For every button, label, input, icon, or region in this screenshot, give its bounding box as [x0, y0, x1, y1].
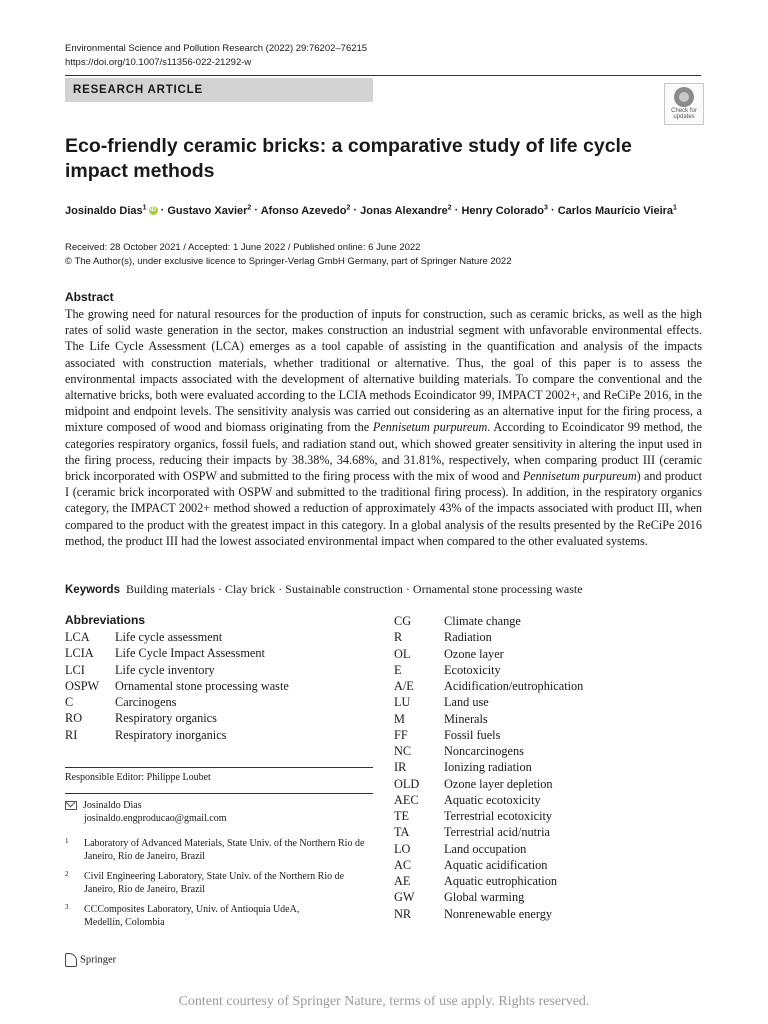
author-name[interactable]: Henry Colorado$^3$ [461, 204, 548, 217]
publication-dates: Received: 28 October 2021 / Accepted: 1 June 2022 / Published online: 6 June 2022 [65, 242, 421, 253]
abbreviation-definition: Ecotoxicity [444, 662, 501, 677]
abbreviation-row [394, 662, 583, 678]
abbreviation-definition: Fossil fuels [444, 727, 501, 742]
affiliation-text: Laboratory of Advanced Materials, State Univ. of the Northern Rio de Janeiro, Rio de Janeiro, Brazil [84, 838, 365, 862]
abbreviation-definition: Respiratory inorganics [115, 727, 227, 742]
affiliation-text: Civil Engineering Laboratory, State Univ. of the Northern Rio de Janeiro, Rio de Janeiro, Brazil [84, 871, 345, 895]
author-name[interactable]: Gustavo Xavier$^2$ [167, 204, 252, 217]
abbreviation-code: RI [65, 727, 78, 742]
keywords-text: Building materials · Clay brick · Sustainable construction · Ornamental stone processing waste [125, 582, 583, 596]
abbreviation-definition: Respiratory organics [115, 711, 217, 726]
abbreviation-code: OSPW [65, 678, 100, 693]
abbreviation-definition: Land occupation [444, 841, 527, 856]
header-rule [65, 75, 701, 76]
keywords [65, 581, 705, 598]
author-affiliation-mark: 2 [346, 204, 351, 211]
abbreviation-row [394, 743, 583, 759]
abbreviation-row [65, 645, 289, 661]
affiliation-number: 2 [65, 870, 69, 878]
abbreviation-row [394, 727, 583, 743]
abbreviation-row [394, 629, 583, 645]
abbreviation-row [394, 678, 583, 694]
footnote-rule-bottom [65, 793, 373, 794]
abbreviation-row [394, 857, 583, 873]
abbreviation-definition: Ionizing radiation [444, 760, 532, 775]
affiliation-text: CCComposites Laboratory, Univ. of Antioquia UdeA, Medellín, Colombia [84, 904, 300, 928]
abbreviation-code: NC [394, 744, 412, 758]
abbreviation-row [65, 662, 289, 678]
abbreviation-code: E [394, 662, 402, 677]
abbreviation-definition: Climate change [444, 614, 521, 628]
abbreviation-definition: Ornamental stone processing waste [115, 678, 289, 693]
abbreviation-row [394, 646, 583, 662]
publication-info [65, 241, 512, 269]
abbreviation-code: LU [394, 695, 411, 710]
copyright-line: © The Author(s), under exclusive licence to Springer-Verlag GmbH Germany, part of Springer Nature 2022 [65, 256, 512, 267]
publisher-name: Springer [80, 954, 117, 966]
abbreviation-definition: Aquatic acidification [444, 857, 548, 872]
abbreviation-code: LO [394, 841, 411, 856]
abbreviation-definition: Life cycle inventory [115, 662, 215, 677]
article-title: Eco-friendly ceramic bricks: a comparative study of life cycle impact methods [65, 135, 632, 182]
abbreviation-code: AE [394, 874, 411, 888]
abstract-segment: ) and product I (ceramic brick incorporated with OSPW and submitted to the traditional firing process). In addition, in the respiratory organics category, the IMPACT 2002+ method showed a reduction of approximately 43% of the impacts associated with product III, when compared to the product with the greatest impact in this category. In a global analysis of the results presented by the ReCiPe 2016 method, the product III had the lowest associated environmental impact when compared to the other evaluated systems. [65, 469, 703, 548]
article-type-label: RESEARCH ARTICLE [73, 84, 203, 96]
abbreviation-code: GW [394, 890, 415, 905]
journal-line: Environmental Science and Pollution Research (2022) 29:76202–76215 [65, 43, 368, 54]
corresponding-author [65, 799, 227, 825]
abbreviation-code: AEC [394, 792, 419, 807]
abbreviation-row [394, 613, 583, 629]
abbreviation-code: RO [65, 711, 83, 726]
abbreviation-code: LCI [65, 662, 85, 677]
abbreviation-definition: Aquatic ecotoxicity [444, 792, 541, 807]
keywords-label: Keywords [65, 584, 120, 596]
abbreviation-row [394, 873, 583, 889]
abbreviation-row [394, 906, 583, 922]
author-affiliation-mark: 1 [142, 204, 147, 211]
abbreviations-heading: Abbreviations [65, 613, 146, 627]
author-name[interactable]: Jonas Alexandre$^2$ [360, 204, 452, 217]
abbreviation-definition: Terrestrial acid/nutria [444, 825, 551, 840]
author-affiliation-mark: 2 [447, 204, 452, 211]
contact-email[interactable]: josinaldo.engproducao@gmail.com [84, 813, 227, 824]
author-name[interactable]: Afonso Azevedo$^2$ [260, 204, 351, 217]
author-affiliation-mark: 1 [673, 204, 677, 211]
abbreviation-code: TA [394, 825, 410, 840]
abbreviation-definition: Minerals [444, 711, 488, 726]
footnote-rule-top [65, 767, 373, 768]
affiliation-number: 3 [65, 903, 69, 911]
abbreviation-row [394, 841, 583, 857]
abbreviation-row [394, 776, 583, 792]
check-updates-label: Check for updates [671, 108, 697, 120]
abbreviation-code: CG [394, 614, 412, 628]
abbreviation-definition: Life Cycle Impact Assessment [115, 646, 265, 661]
abbreviation-row [394, 792, 583, 808]
envelope-icon [65, 801, 77, 810]
contact-name: Josinaldo Dias [83, 800, 142, 811]
abstract-text [65, 306, 702, 549]
abbreviation-code: IR [394, 760, 407, 775]
abbreviation-definition: Ozone layer [444, 646, 504, 661]
author-separator: · [157, 204, 168, 217]
orcid-icon[interactable]: iD [150, 207, 157, 214]
check-updates-icon [674, 87, 694, 107]
journal-citation [65, 42, 367, 70]
abbreviation-code: R [394, 630, 403, 645]
abbreviation-definition: Nonrenewable energy [444, 906, 553, 921]
abbreviation-code: TE [394, 809, 410, 823]
author-name[interactable]: Josinaldo Dias$^1$ iD [65, 204, 157, 217]
author-separator: · [451, 204, 462, 217]
abbreviation-definition: Terrestrial ecotoxicity [444, 809, 553, 823]
abbreviations-table-right [394, 613, 583, 922]
abbreviation-code: C [65, 695, 74, 709]
abbreviation-definition: Noncarcinogens [444, 744, 524, 758]
abbreviation-code: AC [394, 857, 412, 872]
author-list [65, 204, 715, 217]
abbreviation-row [394, 711, 583, 727]
author-separator: · [350, 204, 361, 217]
abstract-heading: Abstract [65, 290, 114, 304]
abbreviation-definition: Global warming [444, 890, 525, 905]
author-affiliation-mark: 3 [544, 204, 548, 211]
abbreviation-row [394, 824, 583, 840]
abbreviation-row [394, 759, 583, 775]
abbreviation-row [65, 678, 289, 694]
article-type-badge [65, 78, 373, 102]
springer-horse-icon [65, 953, 77, 967]
author-separator: · [251, 204, 261, 217]
abbreviation-definition: Acidification/eutrophication [444, 679, 584, 693]
abstract-segment: . According to Ecoindicator 99 method, the categories respiratory organics, fossil fuels, and radiation stand out, which showed greater sensitivity in altering the input used in the firing process, reducing their impacts by 38.38%, 34.68%, and 31.81%, respectively, when comparing product III (ceramic brick incorporated with OSPW and submitted to the firing process with the mix of wood and [65, 420, 702, 484]
abbreviation-row [65, 727, 289, 743]
abstract-italic-term: Pennisetum purpureum [372, 420, 488, 435]
affiliation-number: 1 [65, 837, 69, 845]
abbreviation-code: M [394, 711, 405, 726]
abbreviation-row [394, 808, 583, 824]
abbreviation-row [394, 889, 583, 905]
abbreviation-definition: Land use [444, 695, 489, 710]
abbreviation-code: OL [394, 646, 411, 661]
abbreviation-code: A/E [394, 679, 414, 693]
abbreviation-definition: Radiation [444, 630, 492, 645]
abbreviation-code: FF [394, 727, 408, 742]
abbreviation-row [65, 694, 289, 710]
author-name[interactable]: Carlos Maurício Vieira$^1$ [557, 204, 677, 217]
abbreviation-code: LCIA [65, 646, 94, 661]
author-affiliation-mark: 2 [247, 204, 252, 211]
abbreviation-code: LCA [65, 630, 90, 644]
abbreviation-definition: Ozone layer depletion [444, 776, 553, 791]
abbreviation-definition: Aquatic eutrophication [444, 874, 558, 888]
abbreviation-code: OLD [394, 776, 420, 791]
abbreviation-row [394, 694, 583, 710]
courtesy-notice: Content courtesy of Springer Nature, terms of use apply. Rights reserved. [178, 994, 590, 1009]
abbreviation-code: NR [394, 906, 412, 921]
doi-link[interactable]: https://doi.org/10.1007/s11356-022-21292-w [65, 57, 252, 68]
abstract-segment: The growing need for natural resources for the production of inputs for construction, such as ceramic bricks, as well as the high rates of solid waste generation in the sector, makes construction an industrial segment with unfavorable environmental effects. The Life Cycle Assessment (LCA) emerges as a tool capable of assisting in the quantification and analysis of the impacts associated with construction materials, whether traditional or alternative. Thus, the goal of this paper is to assess the environmental impacts associated with the development of alternative building materials. To compare the conventional and the alternative bricks, both were evaluated according to the LCIA methods Ecoindicator 99, IMPACT 2002+, and ReCiPe 2016, in the midpoint and endpoint levels. The sensitivity analysis was carried out considering as an alternative input for the firing process, a mixture composed of wood and biomass originating from the [65, 307, 702, 435]
publisher-logo [65, 953, 116, 967]
check-for-updates-button[interactable] [664, 83, 704, 125]
author-separator: · [547, 204, 558, 217]
responsible-editor: Responsible Editor: Philippe Loubet [65, 772, 211, 783]
abbreviation-row [65, 629, 289, 645]
abbreviation-definition: Carcinogens [115, 695, 177, 709]
abbreviations-table-left [65, 629, 289, 743]
abbreviation-definition: Life cycle assessment [115, 630, 223, 644]
abbreviation-row [65, 710, 289, 726]
abstract-italic-term: Pennisetum purpureum [522, 469, 637, 484]
